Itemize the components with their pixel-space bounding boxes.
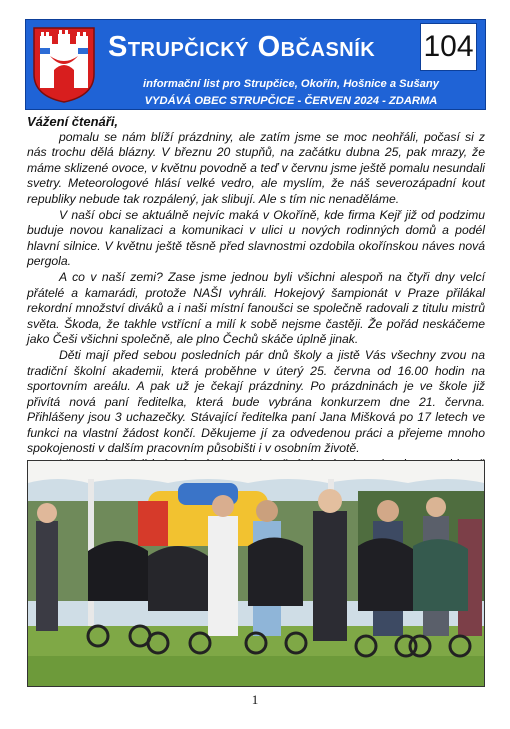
letter-paragraph-2: V naší obci se aktuálně nejvíc maká v Okoříně, kde firma Kejř již od podzimu buduje novou kanalizaci a komunikaci v ulici u nových rodinných domů a podél hlavní silnice. V květnu ještě těsně před slavnostmi ozdobila okořínskou náves nová pergola. bbox=[27, 207, 485, 269]
issue-number: 104 bbox=[420, 23, 477, 71]
letter-paragraph-4: Děti mají před sebou posledních pár dnů školy a jistě Vás všechny zvou na tradiční školní akademii, která proběhne v úterý 25. června od 16.00 hodin na sportovním areálu. A pak už je čekají prázdniny. Po prázdninách je ve škole již přivítá nová paní ředitelka, která bude vybrána konkurzem dne 21. června. Přihlášeny jsou 3 uchazečky. Stávající ředitelka paní Jana Mišková po 17 letech ve funkci na vlastní žádost končí. Děkujeme jí za odvedenou práci a přejeme mnoho spokojenosti v dalším pracovním působišti i v osobním životě. bbox=[27, 347, 485, 456]
masthead bbox=[25, 19, 486, 110]
letter-greeting: Vážení čtenáři, bbox=[27, 114, 119, 129]
publisher-line: VYDÁVÁ OBEC STRUPČICE - ČERVEN 2024 - ZDARMA bbox=[144, 95, 438, 107]
letter-paragraph-1: pomalu se nám blíží prázdniny, ale zatím jsme se moc neohřáli, počasí si z nás trochu dělá blázny. V březnu 20 stupňů, na začátku dubna 25, pak mrazy, že máme sklizené ovoce, v květnu povodně a teď v červnu jsme ještě pomalu nesundali svetry. Meteorologové hlásí velké vedro, ale myslím, že náš severozápadní kout republiky nebude tak rozpálený, jak slibují. Ale s tím nic nenaděláme. bbox=[27, 129, 485, 206]
outdoor-event-photo-icon bbox=[28, 461, 484, 686]
outdoor-event-photo bbox=[27, 460, 485, 687]
town-coat-of-arms-icon bbox=[32, 26, 96, 104]
editorial-letter bbox=[27, 114, 485, 506]
newsletter-title: Strupčický Občasník bbox=[108, 31, 376, 63]
page-number: 1 bbox=[251, 692, 259, 707]
newsletter-subtitle: informační list pro Strupčice, Okořín, Hošnice a Sušany bbox=[143, 78, 439, 90]
letter-paragraph-3: A co v naší zemi? Zase jsme jednou byli všichni alespoň na čtyři dny velcí přátelé a kamarádi, protože NAŠI vyhráli. Hokejový šampionát v Praze přilákal rekordní množství diváků a i naši místní fanoušci se společně radovali z titulu mistrů světa. Škoda, že takhle vstřícní a milí k sobě nejsme častěji. Že pořád neskáčeme jako Češi všichni společně, ale plno Čechů skáče úplně jinak. bbox=[27, 269, 485, 347]
